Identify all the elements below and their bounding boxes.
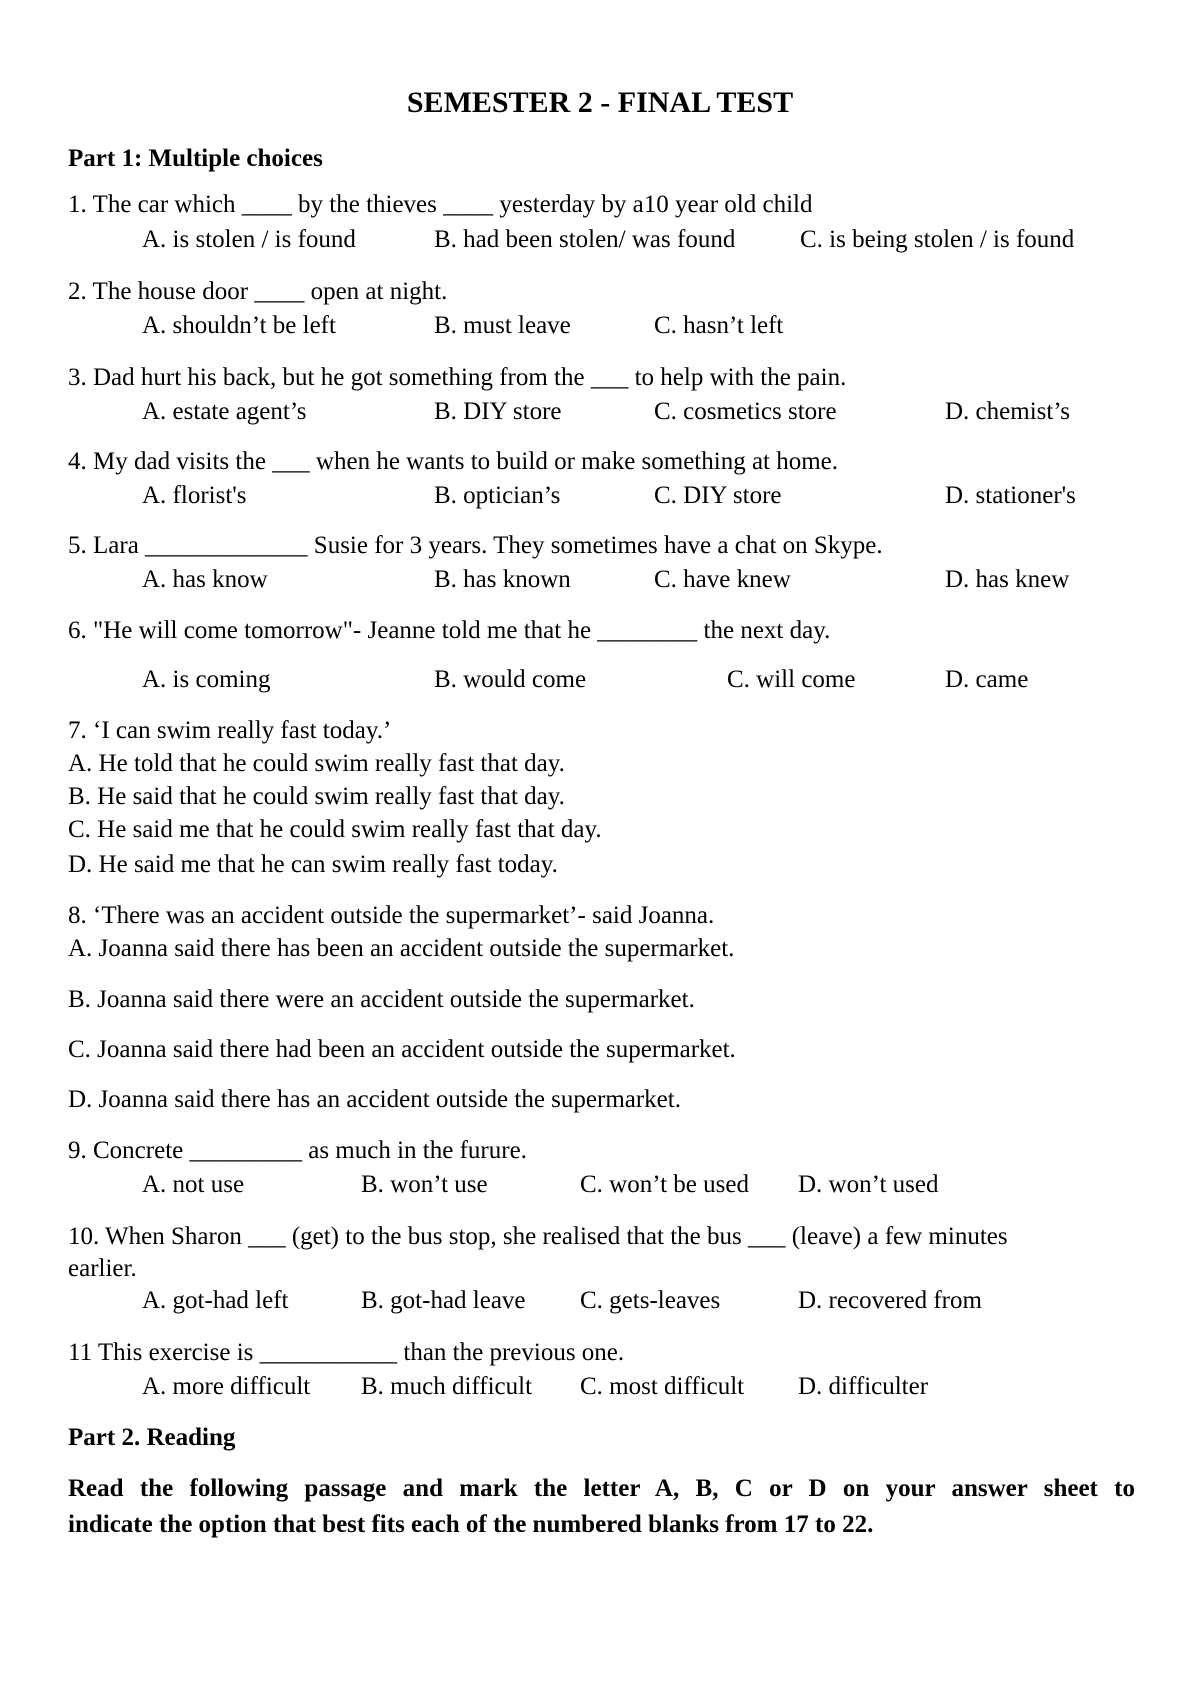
question-7-stem: 7. ‘I can swim really fast today.’ — [68, 717, 392, 744]
question-10-option-a: A. got-had left — [142, 1287, 289, 1314]
question-6-option-b: B. would come — [434, 666, 587, 693]
question-2-option-b: B. must leave — [434, 312, 571, 339]
question-8-option-b: B. Joanna said there were an accident outside the supermarket. — [68, 986, 695, 1013]
question-11-stem: 11 This exercise is ___________ than the previous one. — [68, 1339, 625, 1366]
question-5-option-d: D. has knew — [945, 566, 1070, 593]
page-title: SEMESTER 2 - FINAL TEST — [406, 86, 794, 119]
question-3-stem: 3. Dad hurt his back, but he got something from the ___ to help with the pain. — [68, 364, 847, 391]
question-10-stem-line2: earlier. — [68, 1255, 137, 1282]
question-11-option-b: B. much difficult — [361, 1373, 533, 1400]
question-9-stem: 9. Concrete _________ as much in the furure. — [68, 1137, 527, 1164]
question-10-option-c: C. gets-leaves — [580, 1287, 721, 1314]
question-4-option-c: C. DIY store — [654, 482, 782, 509]
question-2-option-c: C. hasn’t left — [654, 312, 784, 339]
question-4-stem: 4. My dad visits the ___ when he wants to build or make something at home. — [68, 448, 839, 475]
question-7-option-d: D. He said me that he can swim really fast today. — [68, 851, 558, 878]
question-9-option-c: C. won’t be used — [580, 1171, 749, 1198]
question-9-option-d: D. won’t used — [798, 1171, 939, 1198]
question-3-option-a: A. estate agent’s — [142, 398, 307, 425]
question-7-option-c: C. He said me that he could swim really fast that day. — [68, 816, 602, 843]
part2-instruction-line2: indicate the option that best fits each of the numbered blanks from 17 to 22. — [68, 1511, 874, 1538]
question-1-option-c: C. is being stolen / is found — [800, 226, 1075, 253]
question-9-option-b: B. won’t use — [361, 1171, 488, 1198]
question-10-stem-line1: 10. When Sharon ___ (get) to the bus stop, she realised that the bus ___ (leave) a few minutes — [68, 1223, 1008, 1250]
question-5-stem: 5. Lara _____________ Susie for 3 years. They sometimes have a chat on Skype. — [68, 532, 883, 559]
question-11-option-a: A. more difficult — [142, 1373, 311, 1400]
question-5-option-b: B. has known — [434, 566, 571, 593]
question-7-option-a: A. He told that he could swim really fast that day. — [68, 750, 565, 777]
question-10-option-b: B. got-had leave — [361, 1287, 526, 1314]
part1-heading: Part 1: Multiple choices — [68, 145, 323, 172]
question-4-option-d: D. stationer's — [945, 482, 1076, 509]
question-2-stem: 2. The house door ____ open at night. — [68, 278, 448, 305]
question-9-option-a: A. not use — [142, 1171, 245, 1198]
question-6-option-d: D. came — [945, 666, 1029, 693]
question-7-option-b: B. He said that he could swim really fast that day. — [68, 783, 565, 810]
question-6-stem: 6. "He will come tomorrow"- Jeanne told me that he ________ the next day. — [68, 617, 831, 644]
question-11-option-c: C. most difficult — [580, 1373, 745, 1400]
question-4-option-a: A. florist's — [142, 482, 247, 509]
question-3-option-d: D. chemist’s — [945, 398, 1070, 425]
part2-heading: Part 2. Reading — [68, 1424, 236, 1451]
question-10-option-d: D. recovered from — [798, 1287, 982, 1314]
question-4-option-b: B. optician’s — [434, 482, 561, 509]
question-2-option-a: A. shouldn’t be left — [142, 312, 336, 339]
question-11-option-d: D. difficulter — [798, 1373, 929, 1400]
question-6-option-c: C. will come — [727, 666, 856, 693]
part2-instruction-line1: Read the following passage and mark the letter A, B, C or D on your answer sheet to — [68, 1475, 1135, 1502]
question-1-option-a: A. is stolen / is found — [142, 226, 356, 253]
question-6-option-a: A. is coming — [142, 666, 271, 693]
question-8-option-c: C. Joanna said there had been an accident outside the supermarket. — [68, 1036, 736, 1063]
question-8-stem: 8. ‘There was an accident outside the supermarket’- said Joanna. — [68, 902, 715, 929]
question-5-option-a: A. has know — [142, 566, 268, 593]
question-1-option-b: B. had been stolen/ was found — [434, 226, 736, 253]
question-3-option-c: C. cosmetics store — [654, 398, 837, 425]
question-5-option-c: C. have knew — [654, 566, 791, 593]
question-8-option-d: D. Joanna said there has an accident outside the supermarket. — [68, 1086, 681, 1113]
question-8-option-a: A. Joanna said there has been an accident outside the supermarket. — [68, 935, 735, 962]
question-1-stem: 1. The car which ____ by the thieves ____ yesterday by a10 year old child — [68, 191, 813, 218]
question-3-option-b: B. DIY store — [434, 398, 562, 425]
